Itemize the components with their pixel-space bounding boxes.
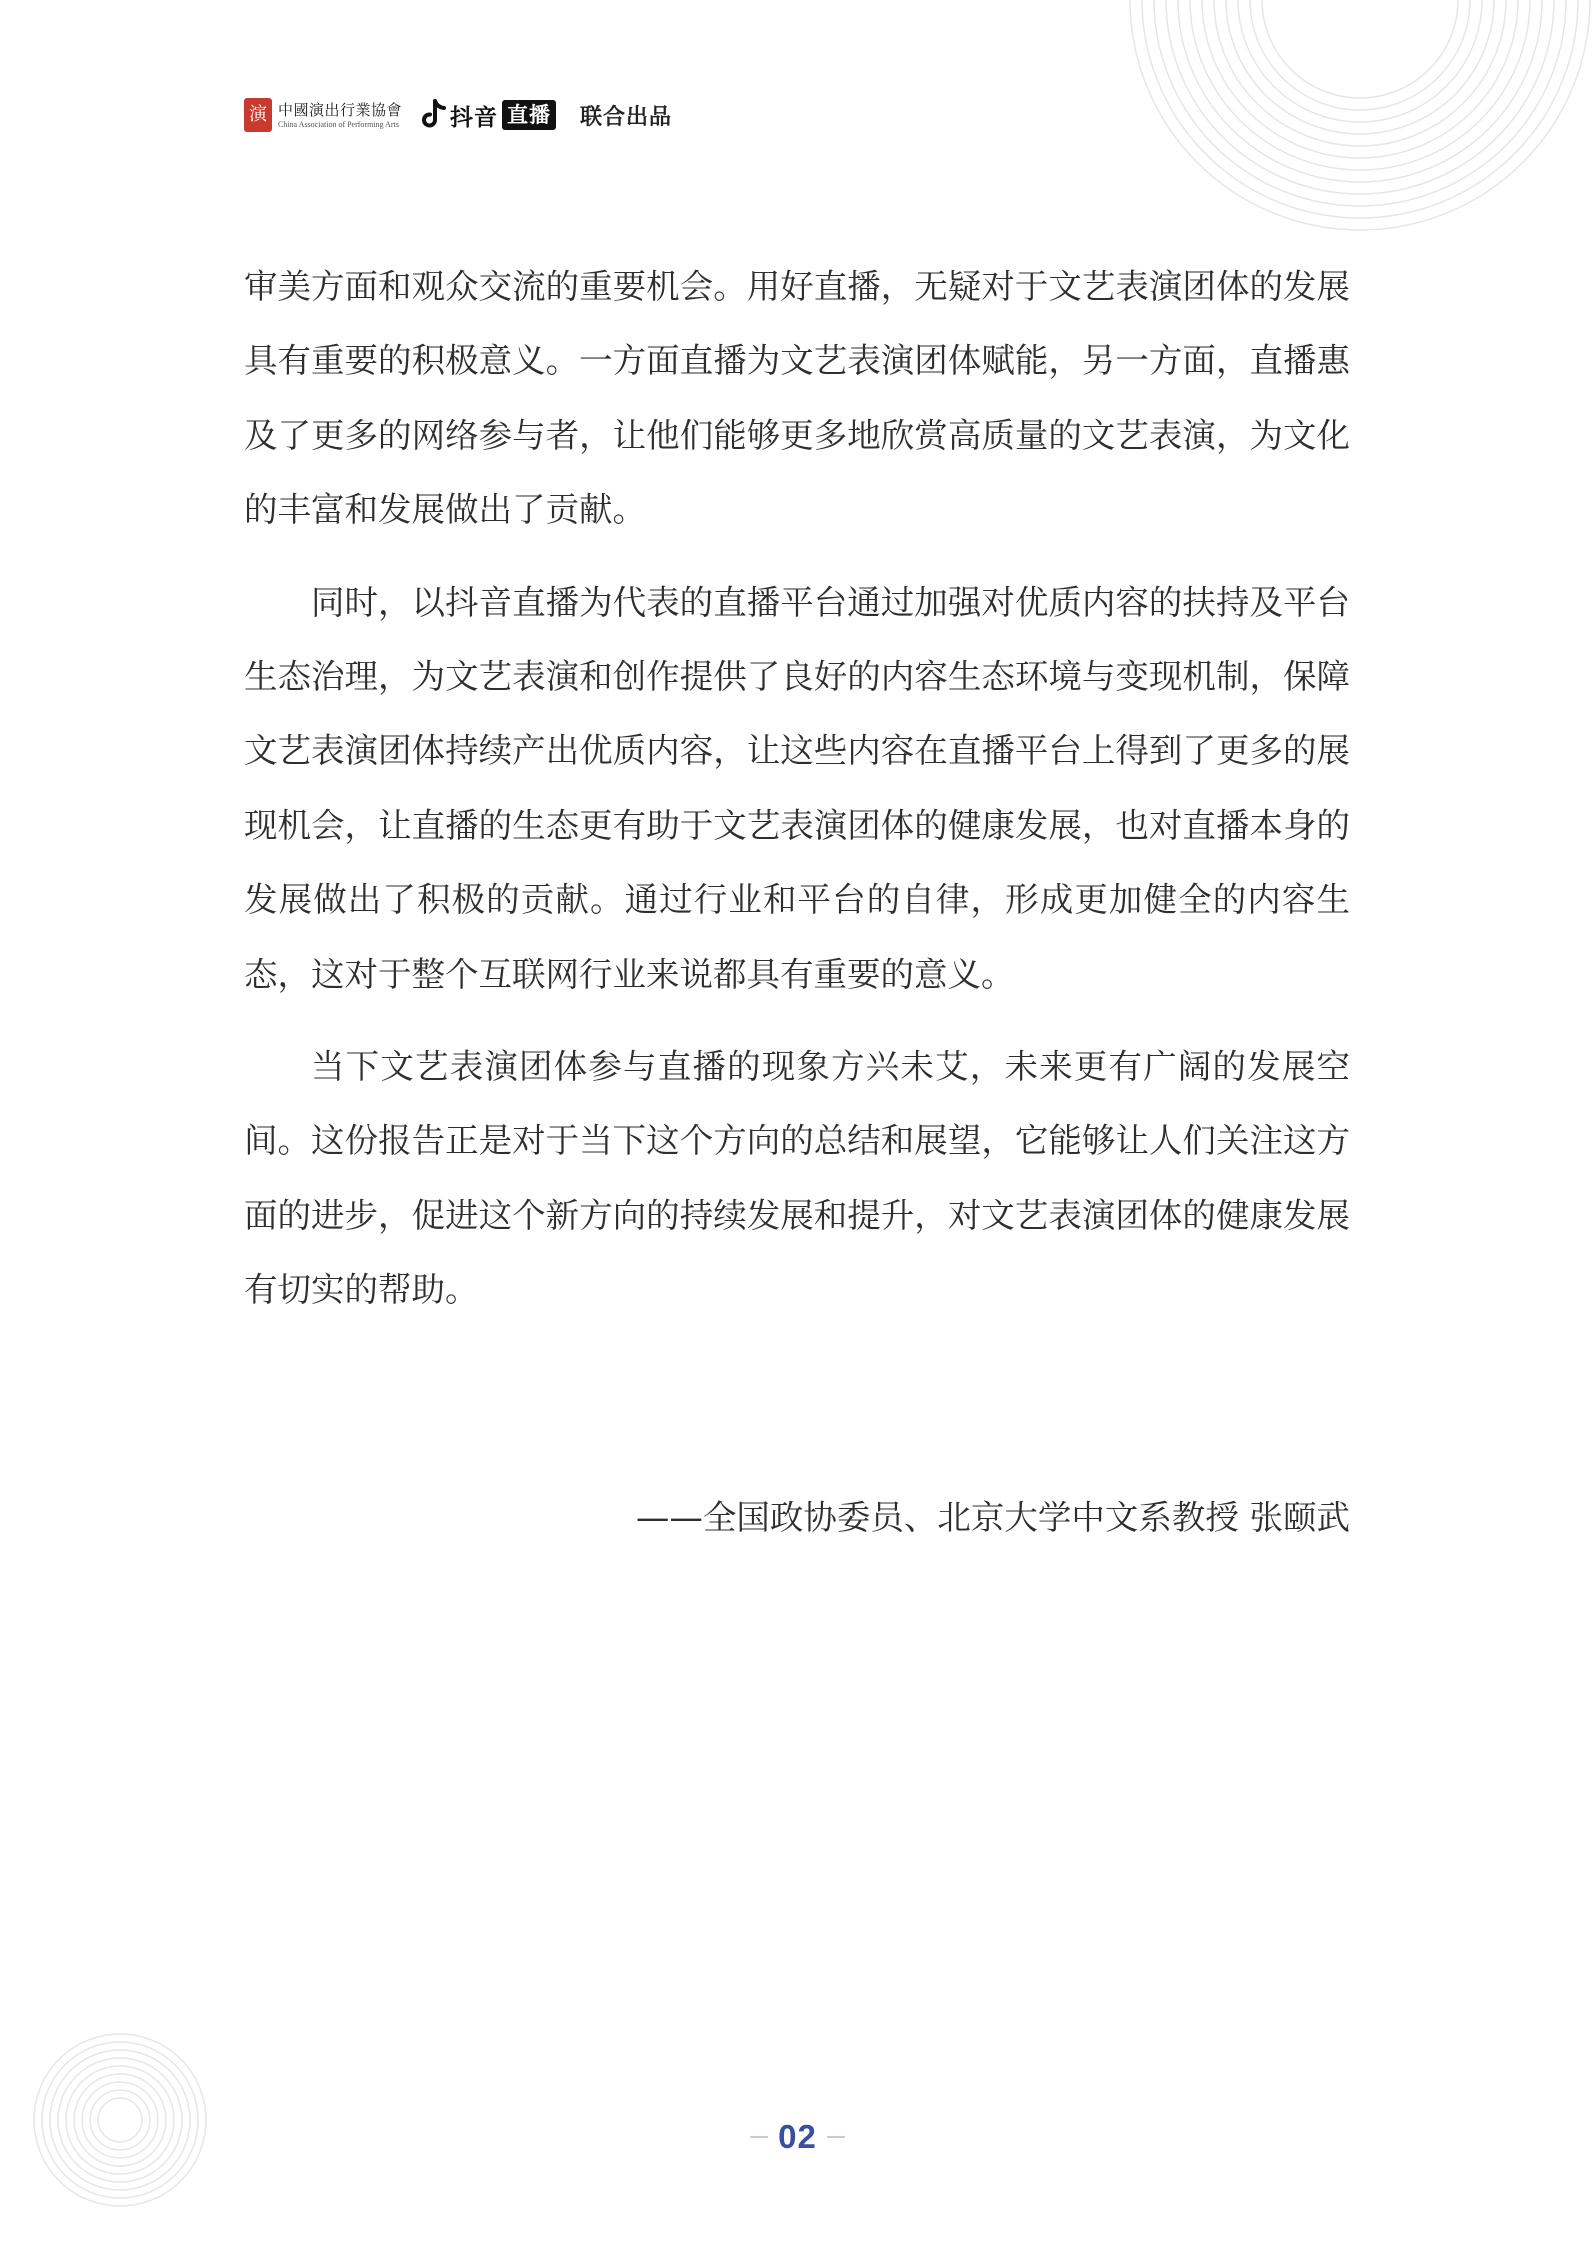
- coproduced-label: 联合出品: [580, 104, 673, 130]
- header-logos: [244, 95, 672, 135]
- association-name-cn: 中國演出行業協會: [278, 100, 403, 119]
- page-number-left-dash: [750, 2136, 768, 2138]
- author-signature: ——全国政协委员、北京大学中文系教授 张颐武: [635, 1498, 1350, 1537]
- live-badge: 直播: [502, 100, 556, 130]
- body-text: [244, 250, 1350, 1328]
- association-seal-logo: 演: [244, 98, 272, 132]
- douyin-note-icon: [420, 98, 448, 132]
- page-number: [0, 2118, 1595, 2156]
- douyin-wordmark: 抖音: [450, 104, 499, 131]
- douyin-live-logo: [420, 98, 556, 132]
- association-name: [278, 101, 402, 130]
- paragraph-2: 同时，以抖音直播为代表的直播平台通过加强对优质内容的扶持及平台生态治理，为文艺表演和创作提供了良好的内容生态环境与变现机制，保障文艺表演团体持续产出优质内容，让这些内容在直播平台上得到了更多的展现机会，让直播的生态更有助于文艺表演团体的健康发展，也对直播本身的发展做出了积极的贡献。通过行业和平台的自律，形成更加健全的内容生态，这对于整个互联网行业来说都具有重要的意义。: [244, 582, 1350, 994]
- association-name-en: China Association of Performing Arts: [278, 119, 399, 129]
- paragraph-1: 审美方面和观众交流的重要机会。用好直播，无疑对于文艺表演团体的发展具有重要的积极意义。一方面直播为文艺表演团体赋能，另一方面，直播惠及了更多的网络参与者，让他们能够更多地欣赏高质量的文艺表演，为文化的丰富和发展做出了贡献。: [244, 267, 1350, 530]
- decorative-rings-top: [1090, 0, 1595, 250]
- paragraph-3: 当下文艺表演团体参与直播的现象方兴未艾，未来更有广阔的发展空间。这份报告正是对于当下这个方向的总结和展望，它能够让人们关注这方面的进步，促进这个新方向的持续发展和提升，对文艺表演团体的健康发展有切实的帮助。: [244, 1047, 1350, 1310]
- page-number-right-dash: [827, 2136, 845, 2138]
- page-number-text: 02: [778, 2118, 817, 2155]
